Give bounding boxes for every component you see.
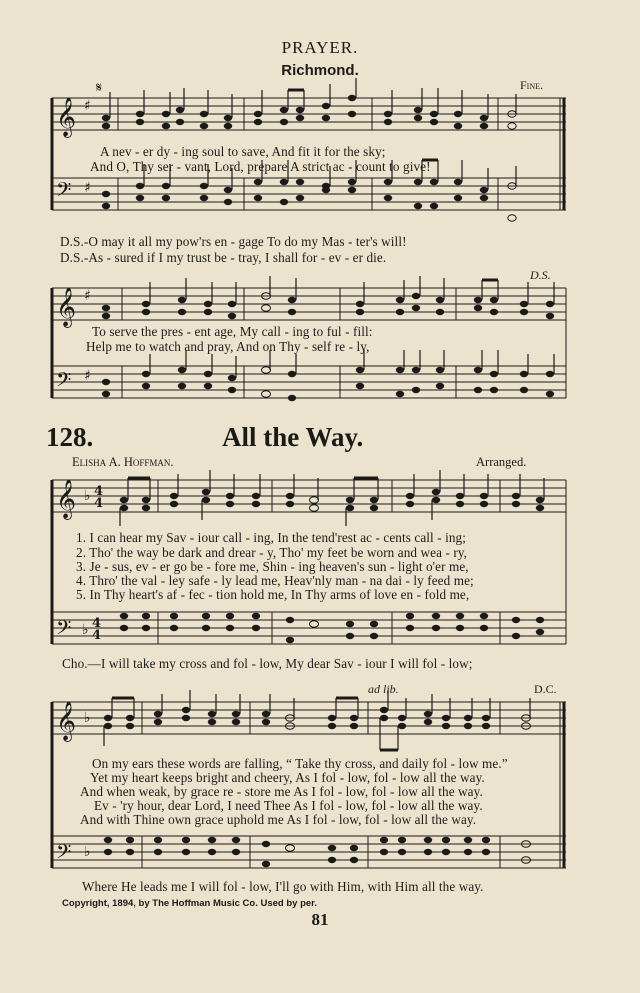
tune-name: Richmond. [281,62,359,79]
section-title: PRAYER. [281,38,359,57]
svg-text:4: 4 [92,628,102,643]
svg-text:♭: ♭ [84,710,91,726]
svg-text:𝄞: 𝄞 [56,287,77,327]
svg-text:♯: ♯ [84,368,91,384]
svg-text:♯: ♯ [84,180,91,196]
svg-text:𝄞: 𝄞 [56,97,77,137]
hymn2-line2-4: Ev - 'ry hour, dear Lord, I need Thee As I fol - low, fol - low all the way. [94,798,483,813]
copyright: Copyright, 1894, by The Hoffman Music Co. Used by per. [62,898,317,909]
hymn2-line2-3: And when weak, by grace re - store me As I fol - low, fol - low all the way. [80,784,483,799]
svg-text:♯: ♯ [84,288,91,304]
hymn2-line2-1: On my ears these words are falling, “ Take thy cross, and daily fol - low me.” [92,756,508,771]
hymn1-verse-line2: And O, Thy ser - vant, Lord, prepare A strict ac - count to give! [90,159,431,174]
hymn2-verse-2: 2. Tho' the way be dark and drear - y, Tho' my feet be worn and wea - ry, [76,545,468,560]
hymn-title: All the Way. [222,422,364,452]
svg-text:𝄢: 𝄢 [56,178,72,206]
svg-text:𝄞: 𝄞 [56,701,77,741]
hymn1-ds-line1: D.S.-O may it all my pow'rs en - gage To do my Mas - ter's will! [60,234,407,249]
hymn2-chorus: Cho.—I will take my cross and fol - low, My dear Sav - iour I will fol - low; [62,656,473,671]
hymn2-line2-5: And with Thine own grace uphold me As I fol - low, fol - low all the way. [80,812,477,827]
svg-text:♭: ♭ [84,488,91,504]
svg-text:𝄞: 𝄞 [56,479,77,519]
svg-text:♭: ♭ [84,844,91,860]
hymn2-verse-1: 1. I can hear my Sav - iour call - ing, In the tend'rest ac - cents call - ing; [76,530,467,545]
ad-lib-marker: ad lib. [368,682,399,696]
svg-text:𝄢: 𝄢 [56,368,72,396]
hymn2-line2-2: Yet my heart keeps bright and cheery, As I fol - low, fol - low all the way. [90,770,485,785]
dc-marker: D.C. [534,682,557,696]
svg-text:𝄋: 𝄋 [96,80,103,96]
hymn1-verse-line1: A nev - er dy - ing soul to save, And fit it for the sky; [100,144,386,159]
hymn1-part2-line2: Help me to watch and pray, And on Thy - self re - ly, [86,339,370,354]
svg-text:4: 4 [94,496,104,511]
svg-text:4: 4 [92,616,102,631]
svg-text:𝄢: 𝄢 [56,840,72,868]
ds-marker: D.S. [530,268,551,282]
hymn2-verse-4: 4. Thro' the val - ley safe - ly lead me, Heav'nly man - na dai - ly feed me; [76,573,474,588]
page-number: 81 [311,910,329,929]
svg-text:4: 4 [94,484,104,499]
hymn2-verse-3: 3. Je - sus, ev - er go be - fore me, Shin - ing heaven's sun - light o'er me, [76,559,469,574]
svg-text:♯: ♯ [84,98,91,114]
svg-text:𝄢: 𝄢 [56,616,72,644]
hymn-number: 128. [46,422,94,452]
hymn1-part2-line1: To serve the pres - ent age, My call - ing to ful - fill: [92,324,373,339]
hymn2-bottom-line: Where He leads me I will fol - low, I'll go with Him, with Him all the way. [82,879,484,894]
arranger: Arranged. [476,455,527,469]
author: Elisha A. Hoffman. [72,455,174,469]
hymn1-ds-line2: D.S.-As - sured if I my trust be - tray, I shall for - ev - er die. [60,250,387,265]
fine-marker: Fine. [520,78,544,92]
svg-text:♭: ♭ [82,622,89,638]
hymn2-verse-5: 5. In Thy heart's af - fec - tion hold me, In Thy arms of love en - fold me, [76,587,470,602]
